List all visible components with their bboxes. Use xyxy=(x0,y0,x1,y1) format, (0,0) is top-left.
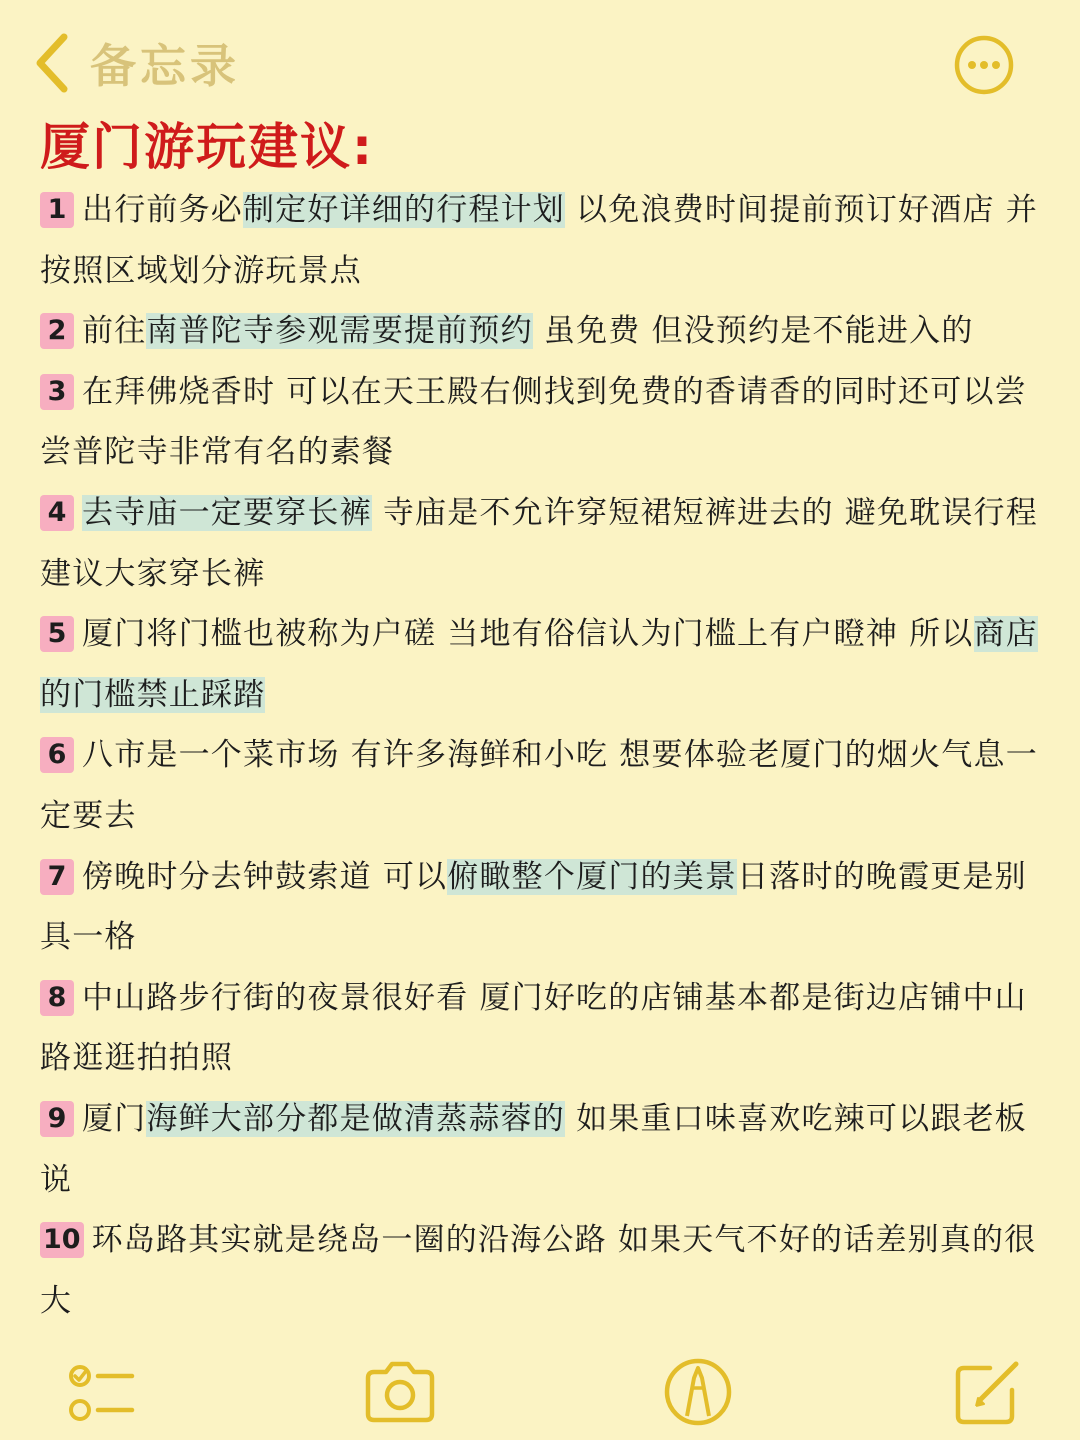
note-text: 虽免费 但没预约是不能进入的 xyxy=(532,313,974,350)
pen-markup-icon xyxy=(660,1354,736,1430)
bottom-toolbar xyxy=(0,1340,1080,1440)
more-circle-icon xyxy=(953,81,1015,100)
chevron-left-icon xyxy=(34,31,70,95)
item-number-badge: 8 xyxy=(40,980,74,1016)
note-text: 厦门 xyxy=(82,1100,147,1137)
navigation-bar xyxy=(0,0,1080,118)
camera-icon xyxy=(362,1354,438,1430)
item-number-badge: 4 xyxy=(40,495,74,531)
note-title: 厦门游玩建议: xyxy=(40,118,374,176)
note-item xyxy=(40,725,1050,846)
item-number-badge: 5 xyxy=(40,616,74,652)
item-number-badge: 10 xyxy=(40,1222,84,1258)
note-text: 环岛路其实就是绕岛一圈的沿海公路 如果天气不好的话差别真的很大 xyxy=(40,1222,1037,1319)
note-item xyxy=(40,1210,1050,1331)
checklist-button[interactable] xyxy=(62,1354,138,1430)
back-button[interactable] xyxy=(34,28,240,98)
note-text: 如果重口味喜欢吃辣可以跟老板说 xyxy=(40,1100,1027,1198)
note-text: 中山路步行街的夜景很好看 厦门好吃的店铺基本都是街边店铺中山路逛逛拍拍照 xyxy=(40,979,1027,1077)
note-item xyxy=(40,1089,1050,1210)
item-number-badge: 7 xyxy=(40,859,74,895)
note-item xyxy=(40,180,1050,301)
note-item xyxy=(40,362,1050,483)
highlighted-text: 俯瞰整个厦门的美景 xyxy=(447,858,738,895)
camera-button[interactable] xyxy=(362,1354,438,1430)
note-text: 在拜佛烧香时 可以在天王殿右侧找到免费的香请香的同时还可以尝尝普陀寺非常有名的素餐 xyxy=(40,373,1027,471)
highlighted-text: 海鲜大部分都是做清蒸蒜蓉的 xyxy=(146,1100,566,1137)
note-body[interactable] xyxy=(40,180,1050,1331)
compose-icon xyxy=(950,1354,1026,1430)
note-item xyxy=(40,847,1050,968)
markup-button[interactable] xyxy=(660,1354,736,1430)
item-number-badge: 3 xyxy=(40,374,74,410)
highlighted-text: 去寺庙一定要穿长裤 xyxy=(82,494,372,531)
back-label: 备忘录 xyxy=(90,39,240,93)
highlighted-text: 制定好详细的行程计划 xyxy=(243,192,565,228)
note-text: 以免浪费时间提前预订好酒店 并按照区域划分游玩景点 xyxy=(40,192,1038,289)
more-button[interactable] xyxy=(953,34,1015,96)
item-number-badge: 6 xyxy=(40,737,74,773)
note-text: 八市是一个菜市场 有许多海鲜和小吃 想要体验老厦门的烟火气息一定要去 xyxy=(40,737,1038,834)
note-item xyxy=(40,604,1050,725)
item-number-badge: 9 xyxy=(40,1101,74,1137)
note-text: 厦门将门槛也被称为户磋 当地有俗信认为门槛上有户瞪神 所以 xyxy=(82,616,974,653)
compose-button[interactable] xyxy=(950,1354,1026,1430)
item-number-badge: 2 xyxy=(40,313,74,349)
note-text: 出行前务必 xyxy=(82,192,243,228)
note-item xyxy=(40,968,1050,1089)
checklist-icon xyxy=(62,1354,138,1430)
item-number-badge: 1 xyxy=(40,192,74,228)
note-text: 傍晚时分去钟鼓索道 可以 xyxy=(82,858,448,895)
highlighted-text: 南普陀寺参观需要提前预约 xyxy=(146,313,533,350)
note-text: 寺庙是不允许穿短裙短裤进去的 避免耽误行程建议大家穿长裤 xyxy=(40,494,1038,592)
note-item xyxy=(40,483,1050,604)
highlighted-text: 商店的门槛禁止踩踏 xyxy=(40,616,1038,713)
note-text: 日落时的晚霞更是别具一格 xyxy=(40,858,1027,956)
note-text: 前往 xyxy=(82,313,147,350)
note-item xyxy=(40,301,1050,362)
